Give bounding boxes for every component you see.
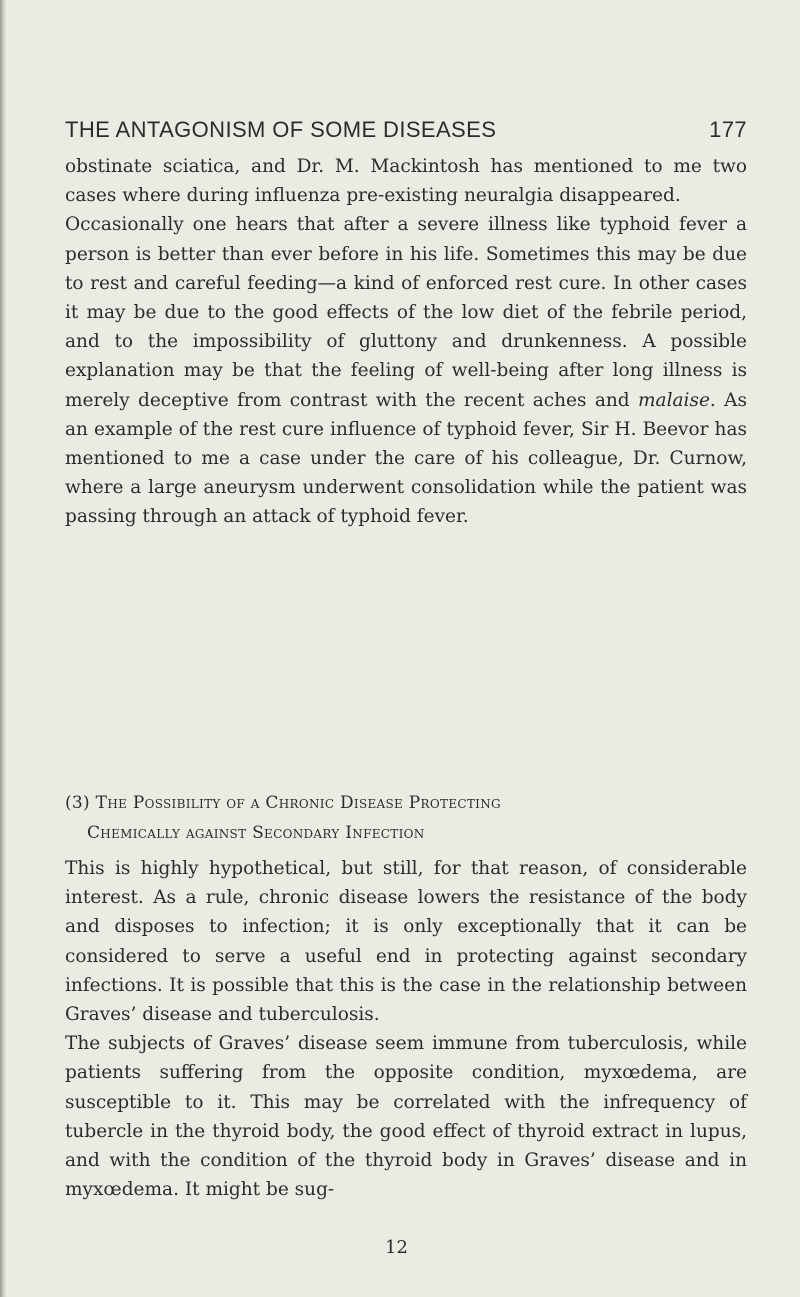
paragraph-hypothetical: This is highly hypothetical, but still, for that reason, of considerable interest. As a rule, chronic disease lowers the resistance of the body and disposes to infection; it is only exceptionally that it can be considered to serve a useful end in protecting against secondary infections. It is possible that this is the case in the relationship between Graves’ disease and tuberculosis.	[65, 858, 747, 1026]
paragraph-typhoid-text: Occasionally one hears that after a severe illness like typhoid fever a person is better than ever before in his life. Sometimes this may be due to rest and careful feeding—a kind of enforced rest cure. In other cases it may be due to the good effects of the low diet of the febrile period, and to the impossibility of gluttony and drunkenness. A possible explanation may be that the feeling of well-being after long illness is merely deceptive from contrast with the recent aches and	[65, 214, 747, 411]
paragraph-graves: The subjects of Graves’ disease seem immune from tuberculosis, while patients suffering from the opposite condition, myxœdema, are susceptible to it. This may be correlated with the infrequency of tubercle in the thyroid body, the good effect of thyroid extract in lupus, and with the condition of the thyroid body in Graves’ disease and in myxœdema. It might be sug-	[65, 1033, 747, 1201]
paragraph-typhoid	[65, 210, 747, 531]
running-title: THE ANTAGONISM OF SOME DISEASES	[65, 117, 497, 142]
text-block-bottom	[65, 854, 747, 1204]
signature-mark: 12	[385, 1237, 408, 1258]
paragraph-continued: obstinate sciatica, and Dr. M. Mackintosh has mentioned to me two cases where during influenza pre-existing neuralgia disappeared.	[65, 156, 747, 207]
section-heading-line1: (3) The Possibility of a Chronic Disease Protecting	[65, 793, 501, 813]
page-number: 177	[709, 117, 747, 142]
section-heading	[65, 788, 747, 848]
text-block-top	[65, 152, 747, 532]
malaise-italic: malaise.	[638, 389, 716, 411]
running-header	[65, 117, 747, 147]
paragraph-typhoid-rest: As an example of the rest cure influence of typhoid fever, Sir H. Beevor has mentioned to me a case under the care of his colleague, Dr. Curnow, where a large aneurysm underwent consolidation while the patient was passing through an attack of typhoid fever.	[65, 389, 747, 528]
book-spine-shadow	[0, 0, 7, 1297]
section-heading-line2: Chemically against Secondary Infection	[87, 823, 425, 843]
